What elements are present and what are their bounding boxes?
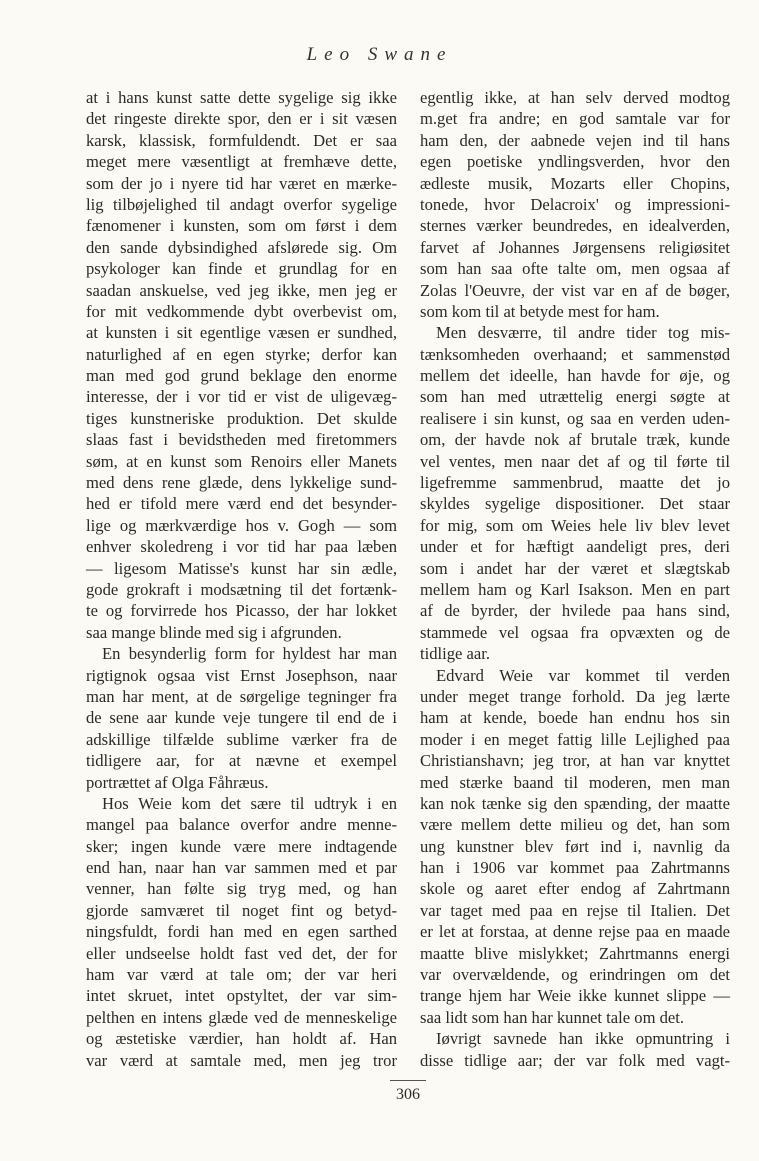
- text-line: de sene aar kunde veje tungere til end de i: [86, 708, 397, 728]
- text-line: mangel paa balance overfor andre menne-: [86, 815, 397, 835]
- text-line: gjorde samværet til noget fint og betyd-: [86, 900, 397, 920]
- text-line: gode grokraft i modsætning til det fortænk-: [86, 579, 397, 599]
- left-column: [86, 87, 397, 1071]
- text-line: som der jo i nyere tid har været en mærke-: [86, 173, 397, 193]
- text-line: saa mange blinde med sig i afgrunden.: [86, 622, 342, 642]
- text-line: portrættet af Olga Fåhræus.: [86, 772, 269, 792]
- running-head: Leo Swane: [306, 44, 453, 65]
- text-line: for mit vedkommende dybt overbevist om,: [86, 301, 397, 321]
- text-line: ædleste musik, Mozarts eller Chopins,: [420, 173, 730, 193]
- text-line: maatte blive mislykket; Zahrtmanns energi: [420, 943, 730, 963]
- text-line: psykologer kan finde et grundlag for en: [86, 259, 397, 279]
- text-line: være mellem dette milieu og det, han som: [420, 815, 730, 835]
- text-line: man har ment, at de sørgelige tegninger fra: [86, 686, 397, 706]
- text-line: fænomener i kunsten, som om først i dem: [86, 216, 397, 236]
- text-line: som han saa ofte talte om, men ogsaa af: [420, 259, 730, 279]
- text-line: med dens rene glæde, dens lykkelige sund-: [86, 473, 397, 493]
- text-line: lig tilbøjelighed til andagt overfor sygelige: [86, 194, 397, 214]
- text-line: ham var værd at tale om; der var heri: [86, 965, 397, 985]
- text-line: lige og mærkværdige hos v. Gogh — som: [86, 515, 397, 535]
- text-line: enhver skoledreng i vor tid har paa læben: [86, 537, 397, 557]
- text-line: tiges kunstneriske produktion. Det skulde: [86, 408, 397, 428]
- text-line: meget mere væsentligt at fremhæve dette,: [86, 152, 397, 172]
- text-line: Hos Weie kom det sære til udtryk i en: [102, 793, 397, 813]
- text-line: med stærke baand til moderen, men man: [420, 772, 730, 792]
- text-line: som han med utrættelig energi søgte at: [420, 387, 730, 407]
- page-number-rule: [390, 1080, 426, 1081]
- text-line: at i hans kunst satte dette sygelige sig ikke: [86, 88, 397, 107]
- text-line: egen poetiske yndlingsverden, hvor den: [420, 152, 730, 172]
- text-line: kan nok tænke sig den spænding, der maatte: [420, 793, 730, 813]
- text-line: det ringeste direkte spor, den er i sit væsen: [86, 109, 397, 129]
- text-line: saadan anskuelse, ved jeg ikke, men jeg er: [86, 280, 397, 300]
- text-line: naturlighed af en egen styrke; derfor kan: [86, 344, 397, 364]
- text-line: stammede vel ogsaa fra opvæxten og de: [420, 622, 730, 642]
- text-line: tidlige aar.: [420, 644, 491, 664]
- text-line: eller undseelse holdt fast ved det, der for: [86, 943, 397, 963]
- text-line: var overvældende, og erindringen om det: [420, 965, 730, 985]
- text-line: tænksomheden overhaand; et sammenstød: [420, 344, 730, 364]
- text-line: disse tidlige aar; der var folk med vagt-: [420, 1050, 730, 1070]
- text-line: Iøvrigt savnede han ikke opmuntring i: [436, 1029, 730, 1049]
- text-line: Zolas l'Oeuvre, der vist var en af de bøger,: [420, 280, 730, 300]
- text-line: hed er tifold mere værd end det besynder-: [86, 494, 397, 514]
- text-line: af de byrder, der hvilede paa hans sind,: [420, 601, 730, 621]
- text-line: at kunsten i sit egentlige væsen er sundhed,: [86, 323, 397, 343]
- text-line: vel ventes, men naar det af og til førte til: [420, 451, 730, 471]
- text-line: sker; ingen kunde være mere indtagende: [86, 836, 397, 856]
- text-line: ningsfuldt, fordi han med en egen sarthed: [86, 922, 397, 942]
- text-line: mellem ham og Karl Isakson. Men en part: [420, 579, 730, 599]
- text-line: rigtignok ogsaa vist Ernst Josephson, naar: [86, 665, 397, 685]
- text-line: En besynderlig form for hyldest har man: [102, 644, 397, 664]
- text-line: tidligere aar, for at nævne et exempel: [86, 751, 397, 771]
- text-line: under et for hæftigt aandeligt pres, deri: [420, 537, 730, 557]
- text-line: man med god grund beklage den enorme: [86, 366, 397, 386]
- text-line: tonede, hvor Delacroix' og impressioni-: [420, 194, 730, 214]
- text-line: adskillige tilfælde sublime værker fra de: [86, 729, 397, 749]
- text-line: som kom til at betyde mest for ham.: [420, 301, 660, 321]
- page-number: 306: [396, 1086, 420, 1103]
- text-line: realisere i sin kunst, og saa en verden uden-: [420, 408, 730, 428]
- text-line: var taget med paa en rejse til Italien. Det: [420, 900, 730, 920]
- text-line: er let at forstaa, at denne rejse paa en maade: [420, 922, 730, 942]
- text-line: skole og aaret efter endog af Zahrtmann: [420, 879, 730, 899]
- text-line: var værd at samtale med, men jeg tror: [86, 1050, 397, 1070]
- text-line: Christianshavn; jeg tror, at han var knyttet: [420, 751, 730, 771]
- text-line: om, der havde nok af brutale træk, kunde: [420, 430, 730, 450]
- text-line: han i 1906 var kommet paa Zahrtmanns: [420, 858, 730, 878]
- text-line: ham den, der aabnede vejen ind til hans: [420, 130, 730, 150]
- text-line: og æstetiske værdier, han holdt af. Han: [86, 1029, 397, 1049]
- text-line: egentlig ikke, at han selv derved modtog: [420, 88, 730, 107]
- text-line: farvet af Johannes Jørgensens religiøsitet: [420, 237, 730, 257]
- text-line: Edvard Weie var kommet til verden: [436, 665, 730, 685]
- text-line: ham at kende, boede han endnu hos sin: [420, 708, 730, 728]
- text-line: ligefremme sammenbrud, maatte det jo: [420, 473, 730, 493]
- text-line: sternes værker beundredes, en idealverden,: [420, 216, 730, 236]
- text-line: den sande dybsindighed afslørede sig. Om: [86, 237, 397, 257]
- text-line: venner, han følte sig tryg med, og han: [86, 879, 397, 899]
- text-line: som i andet har der været et slægtskab: [420, 558, 730, 578]
- text-line: under meget trange forhold. Da jeg lærte: [420, 686, 730, 706]
- text-line: pelthen en intens glæde ved de menneskelige: [86, 1007, 397, 1027]
- text-line: trange hjem har Weie ikke kunnet slippe —: [420, 986, 730, 1006]
- text-line: søm, at en kunst som Renoirs eller Manets: [86, 451, 397, 471]
- text-line: skyldes sygelige dispositioner. Det staar: [420, 494, 730, 514]
- text-line: te og forvirrede hos Picasso, der har lokket: [86, 601, 397, 621]
- text-line: m.get fra andre; en god samtale var for: [420, 109, 730, 129]
- text-line: Men desværre, til andre tider tog mis-: [436, 323, 730, 343]
- text-line: slaas fast i bevidstheden med firetommers: [86, 430, 397, 450]
- right-column: [420, 87, 730, 1071]
- text-line: for mig, som om Weies hele liv blev levet: [420, 515, 730, 535]
- text-line: — ligesom Matisse's kunst har sin ædle,: [86, 558, 397, 578]
- text-line: mellem det ideelle, han havde for øje, og: [420, 366, 730, 386]
- text-line: end han, naar han var sammen med et par: [86, 858, 397, 878]
- text-line: saa lidt som han har kunnet tale om det.: [420, 1007, 685, 1027]
- text-line: ung kunstner blev ført ind i, navnlig da: [420, 836, 730, 856]
- text-line: karsk, klassisk, formfuldendt. Det er saa: [86, 130, 397, 150]
- text-line: interesse, der i vor tid er vist de uligevæg-: [86, 387, 397, 407]
- text-line: moder i en meget fattig lille Lejlighed paa: [420, 729, 730, 749]
- text-line: intet skruet, intet opstyltet, der var sim-: [86, 986, 397, 1006]
